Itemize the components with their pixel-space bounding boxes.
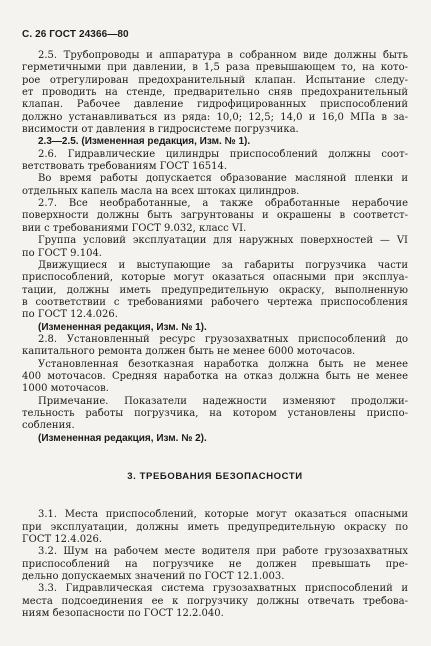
text-line: рое отрегулирован предохранительный клапан. Испытание следу- [22, 74, 408, 86]
text-line: 2.5. Трубопроводы и аппаратура в собранном виде должны быть [38, 50, 408, 61]
text-line: 2.6. Гидравлические цилиндры приспособлений должны соот- [38, 148, 408, 160]
text-line: капитального ремонта должен быть не менее 6000 моточасов. [22, 346, 356, 358]
paragraph-moving-parts [22, 260, 408, 322]
text-line: ет проводить на стенде, предварительно сняв предохранительный [22, 87, 408, 99]
text-line: Установленная безотказная наработка должна быть не менее [38, 358, 408, 370]
text-line: вии с требованиями ГОСТ 9.032, класс VI. [22, 222, 247, 234]
text-line: должно устанавливаться из ряда: 10,0; 12,5; 14,0 и 16,0 МПа в за- [22, 111, 408, 123]
text-line: 3.1. Места приспособлений, которые могут оказаться опасными [38, 509, 408, 521]
text-line: собления. [22, 420, 75, 432]
text-line: герметичными при давлении, в 1,5 раза превышающем то, на кото- [22, 62, 408, 74]
text-line: клапан. Рабочее давление гидрофицированных приспособлений [22, 99, 408, 111]
paragraph-oil-film [22, 173, 408, 198]
text-line: ГОСТ 12.4.026. [22, 534, 103, 546]
text-line: места подсоединения ее к погрузчику должны отвечать требова- [22, 595, 408, 607]
text-line: приспособлений, которые могут оказаться опасными при эксплуа- [22, 272, 408, 284]
document-body [22, 50, 408, 620]
text-line: 2.7. Все необработанные, а также обработанные нерабочие [38, 198, 408, 210]
paragraph-conditions-group [22, 235, 408, 260]
text-line: 3.3. Гидравлическая система грузозахватных приспособлений и [38, 583, 408, 595]
note-paragraph [22, 396, 408, 433]
paragraph-3-1 [22, 509, 408, 546]
text-line: 1000 моточасов. [22, 383, 109, 395]
text-line: по ГОСТ 9.104. [22, 247, 102, 259]
page-header: С. 26 ГОСТ 24366—80 [22, 29, 129, 40]
text-line: Движущиеся и выступающие за габариты погрузчика части [38, 259, 408, 271]
text-line: Во время работы допускается образование масляной пленки и [38, 173, 408, 185]
paragraph-3-2 [22, 546, 408, 583]
amendment-note: (Измененная редакция, Изм. № 2). [38, 432, 207, 444]
paragraph-2-7 [22, 198, 408, 235]
paragraph-3-3 [22, 583, 408, 620]
text-line: Примечание. Показатели надежности изменяют продолжи- [38, 395, 408, 407]
text-line: поверхности должны быть загрунтованы и окрашены в соответст- [22, 210, 408, 222]
text-line: при эксплуатации, должны иметь предупредительную окраску по [22, 521, 408, 533]
text-line: 2.8. Установленный ресурс грузозахватных приспособлений до [38, 333, 408, 345]
section-heading: 3. ТРЕБОВАНИЯ БЕЗОПАСНОСТИ [127, 471, 303, 482]
spacer [22, 483, 408, 509]
text-line: ниям безопасности по ГОСТ 12.2.040. [22, 608, 224, 620]
paragraph-2-5 [22, 50, 408, 136]
text-line: по ГОСТ 12.4.026. [22, 309, 118, 321]
text-line: ветствовать требованиям ГОСТ 16514. [22, 161, 227, 173]
text-line: приспособлений на погрузчике не должен превышать пре- [22, 558, 408, 570]
amendment-note: 2.3—2.5. (Измененная редакция, Изм. № 1). [38, 136, 251, 148]
text-line: висимости от давления в гидросистеме погрузчика. [22, 124, 299, 136]
text-line: отдельных капель масла на всех штоках цилиндров. [22, 185, 300, 197]
text-line: тации, должны иметь предупредительную окраску, выполненную [22, 284, 408, 296]
text-line: 400 моточасов. Средняя наработка на отказ должна быть не менее [22, 370, 408, 382]
paragraph-2-6 [22, 149, 408, 174]
text-line: тельность работы погрузчика, на котором установлены приспо- [22, 407, 408, 419]
text-line: Группа условий эксплуатации для наружных поверхностей — VI [38, 235, 408, 247]
paragraph-reliability [22, 359, 408, 396]
spacer [22, 445, 408, 471]
paragraph-2-8 [22, 334, 408, 359]
amendment-note: (Измененная редакция, Изм. № 1). [38, 321, 207, 333]
text-line: в соответствии с требованиями рабочего чертежа приспособления [22, 296, 408, 308]
text-line: 3.2. Шум на рабочем месте водителя при работе грузозахватных [38, 546, 408, 558]
text-line: дельно допускаемых значений по ГОСТ 12.1.003. [22, 571, 285, 583]
